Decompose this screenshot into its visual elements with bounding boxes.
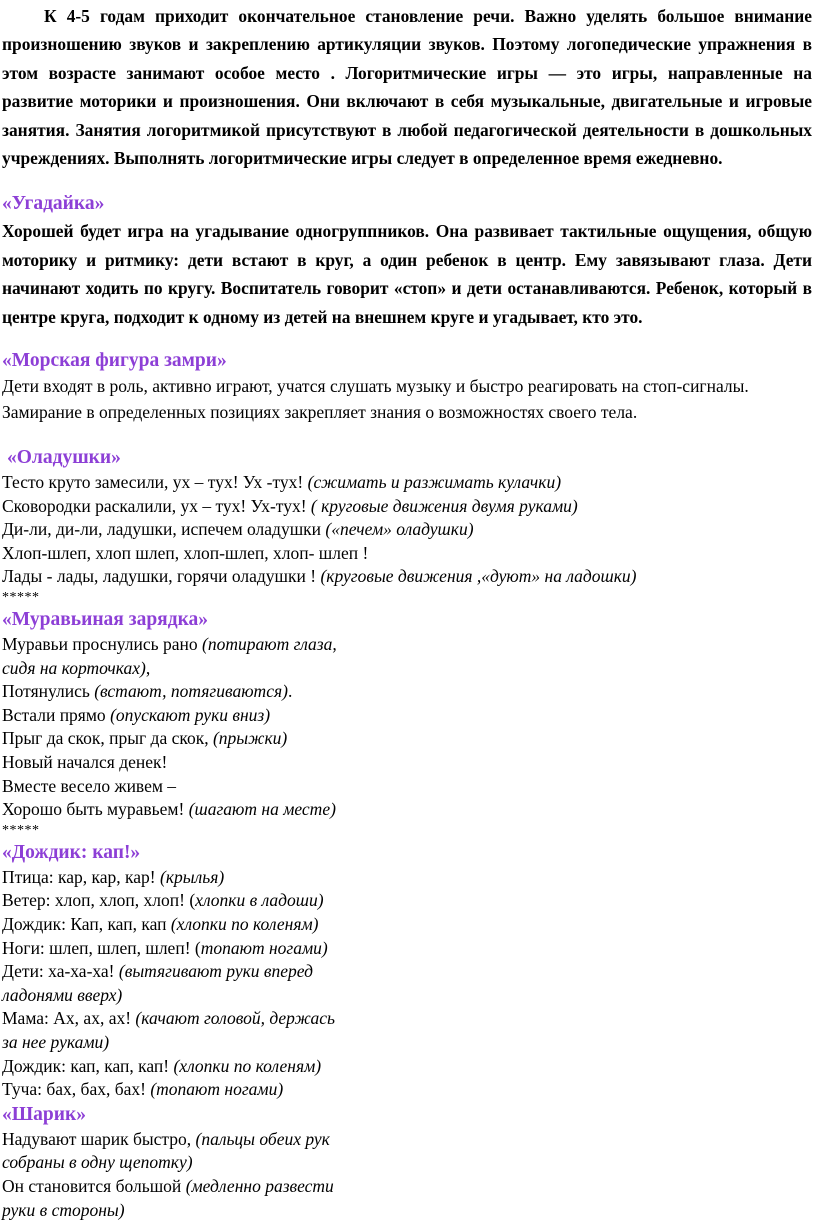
poem-line: Лады - лады, ладушки, горячи оладушки ! (круговые движения ,«дуют» на ладошки) xyxy=(0,565,816,589)
poem-line: Хорошо быть муравьем! (шагают на месте) xyxy=(0,798,816,822)
poem-line: Он становится большой (медленно развести xyxy=(0,1175,816,1199)
poem-line: Ди-ли, ди-ли, ладушки, испечем оладушки («печем» оладушки) xyxy=(0,518,816,542)
poem-line: Ветер: хлоп, хлоп, хлоп! (хлопки в ладоши) xyxy=(0,889,816,913)
heading-muravi: «Муравьиная зарядка» xyxy=(0,607,816,633)
heading-oladushki: «Оладушки» xyxy=(0,445,816,471)
morskaya-line-2: Замирание в определенных позициях закрепляет знания о возможностях своего тела. xyxy=(0,400,816,426)
poem-line: руки в стороны) xyxy=(0,1199,816,1222)
heading-dozhdik: «Дождик: кап!» xyxy=(0,840,816,866)
poem-line: собраны в одну щепотку) xyxy=(0,1151,816,1175)
intro-text: К 4-5 годам приходит окончательное становление речи. Важно уделять большое внимание произношению звуков и закреплению артикуляции звуков. Поэтому логопедические упражнения в этом возрасте занимают особое место . Логоритмические игры — это игры, направленные на развитие моторики и произношения. Они включают в себя музыкальные, двигательные и игровые занятия. Занятия логоритмикой присутствуют в любой педагогической деятельности в дошкольных учреждениях. Выполнять логоритмические игры следует в определенное время ежедневно. xyxy=(2,6,812,168)
dozhdik-poem xyxy=(0,866,816,1102)
poem-line: Новый начался денек! xyxy=(0,751,816,775)
separator-stars: ***** xyxy=(0,589,816,607)
poem-line: Дождик: кап, кап, кап! (хлопки по коленям) xyxy=(0,1055,816,1079)
poem-line: Прыг да скок, прыг да скок, (прыжки) xyxy=(0,727,816,751)
poem-line: Дождик: Кап, кап, кап (хлопки по коленям) xyxy=(0,913,816,937)
poem-line: Вместе весело живем – xyxy=(0,775,816,799)
oladushki-poem xyxy=(0,471,816,589)
poem-line: Мама: Ах, ах, ах! (качают головой, держась xyxy=(0,1007,816,1031)
heading-morskaya: «Морская фигура замри» xyxy=(0,348,816,374)
heading-sharik: «Шарик» xyxy=(0,1102,816,1128)
separator-stars: ***** xyxy=(0,822,816,840)
poem-line: Муравьи проснулись рано (потирают глаза, xyxy=(0,633,816,657)
poem-line: Надувают шарик быстро, (пальцы обеих рук xyxy=(0,1128,816,1152)
poem-line: за нее руками) xyxy=(0,1031,816,1055)
poem-line: Тесто круто замесили, ух – тух! Ух -тух! (сжимать и разжимать кулачки) xyxy=(0,471,816,495)
sharik-poem xyxy=(0,1128,816,1222)
heading-ugadaika: «Угадайка» xyxy=(0,191,816,217)
intro-paragraph xyxy=(0,0,816,172)
poem-line: ладонями вверх) xyxy=(0,984,816,1008)
poem-line: Встали прямо (опускают руки вниз) xyxy=(0,704,816,728)
poem-line: Туча: бах, бах, бах! (топают ногами) xyxy=(0,1078,816,1102)
poem-line: Ноги: шлеп, шлеп, шлеп! (топают ногами) xyxy=(0,937,816,961)
poem-line: Сковородки раскалили, ух – тух! Ух-тух! ( круговые движения двумя руками) xyxy=(0,495,816,519)
morskaya-line-1: Дети входят в роль, активно играют, учатся слушать музыку и быстро реагировать на стоп-сигналы. xyxy=(0,374,816,400)
poem-line: Дети: ха-ха-ха! (вытягивают руки вперед xyxy=(0,960,816,984)
poem-line: Хлоп-шлеп, хлоп шлеп, хлоп-шлеп, хлоп- шлеп ! xyxy=(0,542,816,566)
poem-line: Птица: кар, кар, кар! (крылья) xyxy=(0,866,816,890)
ugadaika-text: Хорошей будет игра на угадывание одногруппников. Она развивает тактильные ощущения, общую моторику и ритмику: дети встают в круг, а один ребенок в центр. Ему завязывают глаза. Дети начинают ходить по кругу. Воспитатель говорит «стоп» и дети останавливаются. Ребенок, который в центре круга, подходит к одному из детей на внешнем круге и угадывает, кто это. xyxy=(0,217,816,331)
poem-line: сидя на корточках), xyxy=(0,657,816,681)
muravi-poem xyxy=(0,633,816,822)
poem-line: Потянулись (встают, потягиваются). xyxy=(0,680,816,704)
